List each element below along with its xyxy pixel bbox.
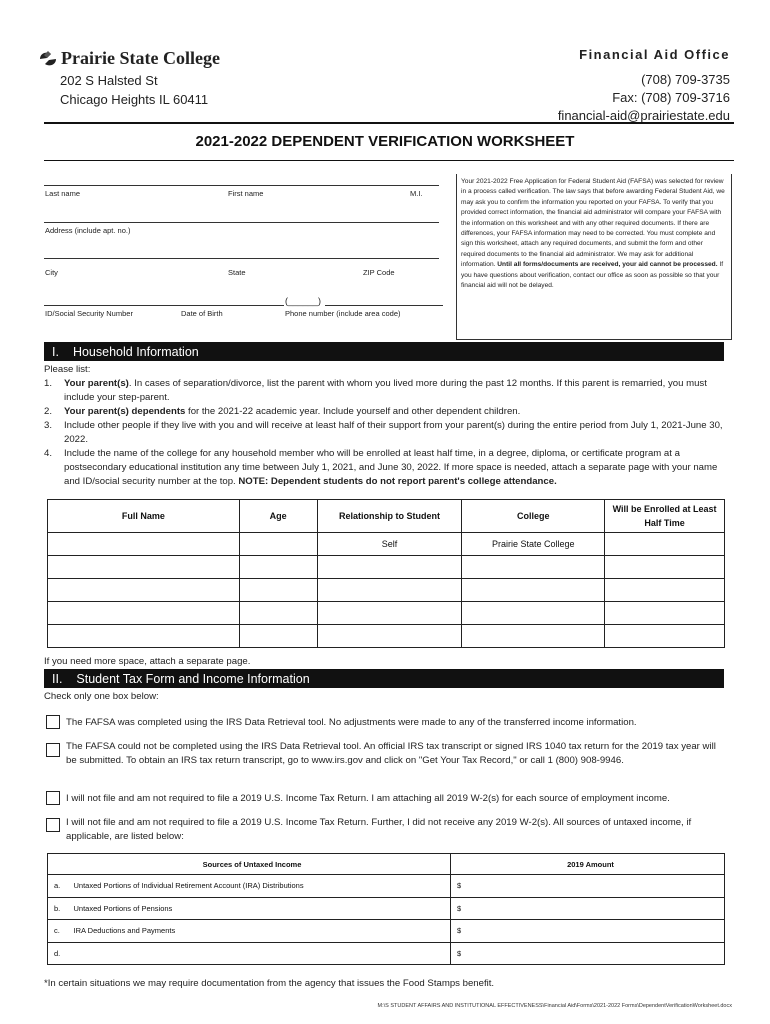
cell[interactable] bbox=[48, 625, 240, 648]
row-label: IRA Deductions and Payments bbox=[68, 920, 451, 943]
cell[interactable] bbox=[239, 625, 317, 648]
address-line1: 202 S Halsted St bbox=[60, 73, 158, 88]
table-row bbox=[48, 897, 725, 920]
list-item: 3. Include other people if they live with you and will receive at least half of their support from your parent(s) during the entire period from July 1, 2021-June 30, 2022. bbox=[44, 420, 723, 445]
row-letter: b. bbox=[48, 897, 68, 920]
address-label: Address (include apt. no.) bbox=[45, 226, 131, 235]
cell[interactable] bbox=[605, 579, 725, 602]
amount-field[interactable]: $ bbox=[451, 920, 725, 943]
more-space-note: If you need more space, attach a separate page. bbox=[44, 656, 251, 667]
college-logo-icon bbox=[38, 50, 58, 68]
college-logo bbox=[38, 48, 220, 69]
option-text-3: I will not file and am not required to file a 2019 U.S. Income Tax Return. I am attaching all 2019 W-2(s) for each source of employment income. bbox=[66, 793, 670, 804]
verification-notice bbox=[456, 174, 732, 340]
col-relationship: Relationship to Student bbox=[317, 500, 462, 533]
footnote: *In certain situations we may require documentation from the agency that issues the Food Stamps benefit. bbox=[44, 978, 495, 989]
notice-tail: If you have questions about verification, contact our office as soon as possible so that your financial aid will not be delayed. bbox=[461, 261, 724, 290]
cell[interactable]: Self bbox=[317, 533, 462, 556]
cell[interactable] bbox=[605, 533, 725, 556]
list-item: 2. Your parent(s) dependents for the 2021-22 academic year. Include yourself and other dependent children. bbox=[44, 406, 521, 417]
amount-field[interactable]: $ bbox=[451, 942, 725, 965]
college-name: Prairie State College bbox=[61, 48, 220, 68]
section-household-header bbox=[44, 342, 724, 361]
name-field[interactable] bbox=[44, 185, 439, 186]
email: financial-aid@prairiestate.edu bbox=[557, 108, 730, 123]
table-row bbox=[48, 875, 725, 898]
section-title: Household Information bbox=[72, 344, 199, 359]
cell[interactable] bbox=[239, 579, 317, 602]
list-item: 1. Your parent(s). In cases of separation/divorce, list the parent with whom you lived more during the past 12 months. If this parent is remarried, you must include your step-parent. bbox=[44, 378, 707, 403]
table-row bbox=[48, 920, 725, 943]
cell[interactable] bbox=[317, 602, 462, 625]
cell[interactable] bbox=[48, 556, 240, 579]
option-text-2: The FAFSA could not be completed using the IRS Data Retrieval tool. An official IRS tax transcript or signed IRS 1040 tax return for the 2019 tax year will be submitted. To obtain an IRS tax return transcript, go to www.irs.gov and click on "Get Your Tax Record," or call 1 (800) 908-9946. bbox=[66, 741, 716, 766]
amount-field[interactable]: $ bbox=[451, 875, 725, 898]
col-enrolled: Will be Enrolled at Least Half Time bbox=[605, 500, 725, 533]
id-label: ID/Social Security Number bbox=[45, 309, 133, 318]
instructions-intro: Please list: bbox=[44, 364, 91, 375]
section-number: I. bbox=[52, 344, 59, 359]
cell[interactable] bbox=[605, 602, 725, 625]
phone: (708) 709-3735 bbox=[641, 72, 730, 87]
cell[interactable] bbox=[48, 579, 240, 602]
row-label: Untaxed Portions of Pensions bbox=[68, 897, 451, 920]
row-label[interactable] bbox=[68, 942, 451, 965]
mi-label: M.I. bbox=[410, 189, 423, 198]
cell[interactable] bbox=[462, 556, 605, 579]
row-label: Untaxed Portions of Individual Retirement Account (IRA) Distributions bbox=[68, 875, 451, 898]
fax: Fax: (708) 709-3716 bbox=[612, 90, 730, 105]
untaxed-income-table bbox=[47, 853, 725, 965]
row-letter: a. bbox=[48, 875, 68, 898]
table-row bbox=[48, 625, 725, 648]
cell[interactable] bbox=[317, 625, 462, 648]
cell[interactable] bbox=[462, 602, 605, 625]
page-title: 2021-2022 DEPENDENT VERIFICATION WORKSHEET bbox=[195, 133, 575, 150]
college-address bbox=[60, 71, 208, 109]
cell[interactable]: Prairie State College bbox=[462, 533, 605, 556]
option-checkbox-1[interactable] bbox=[46, 715, 60, 729]
header-divider bbox=[44, 122, 734, 124]
title-divider bbox=[44, 160, 734, 161]
contact-info bbox=[558, 71, 730, 125]
zip-label: ZIP Code bbox=[363, 268, 395, 277]
table-row bbox=[48, 556, 725, 579]
first-name-label: First name bbox=[228, 189, 264, 198]
table-header-row bbox=[48, 500, 725, 533]
section-number: II. bbox=[52, 671, 63, 686]
cell[interactable] bbox=[239, 533, 317, 556]
cell[interactable] bbox=[605, 625, 725, 648]
table-row bbox=[48, 602, 725, 625]
col-full-name: Full Name bbox=[48, 500, 240, 533]
notice-bold: Until all forms/documents are received, your aid cannot be processed. bbox=[497, 261, 718, 269]
cell[interactable] bbox=[317, 556, 462, 579]
state-label: State bbox=[228, 268, 246, 277]
option-text-1: The FAFSA was completed using the IRS Data Retrieval tool. No adjustments were made to any of the transferred income information. bbox=[66, 717, 637, 728]
city-label: City bbox=[45, 268, 58, 277]
col-age: Age bbox=[239, 500, 317, 533]
tax-instructions: Check only one box below: bbox=[44, 691, 159, 702]
cell[interactable] bbox=[48, 533, 240, 556]
option-checkbox-3[interactable] bbox=[46, 791, 60, 805]
table-header-row bbox=[48, 854, 725, 875]
cell[interactable] bbox=[239, 556, 317, 579]
col-amount: 2019 Amount bbox=[451, 854, 725, 875]
option-checkbox-4[interactable] bbox=[46, 818, 60, 832]
col-college: College bbox=[462, 500, 605, 533]
phone-label: Phone number (include area code) bbox=[285, 309, 401, 318]
section-title: Student Tax Form and Income Information bbox=[76, 671, 310, 686]
option-text-4: I will not file and am not required to file a 2019 U.S. Income Tax Return. Further, I did not receive any 2019 W-2(s). All sources of untaxed income, if applicable, are listed below: bbox=[66, 817, 692, 842]
office-name: Financial Aid Office bbox=[579, 47, 730, 62]
col-sources: Sources of Untaxed Income bbox=[48, 854, 451, 875]
table-row bbox=[48, 533, 725, 556]
city-state-zip-field[interactable] bbox=[44, 258, 439, 259]
notice-text: Your 2021-2022 Free Application for Federal Student Aid (FAFSA) was selected for review in a process called verification. The law says that before awarding Federal Student Aid, we may ask you to confirm the information you reported on your FAFSA. To verify that you provided correct information, the financial aid administrator will compare your FAFSA with the information on this worksheet and with any other required documents. If there are differences, your FAFSA information may need to be corrected. You must complete and sign this worksheet, attach any required documents, and submit the form and other required documents to the financial aid administrator. We may ask for additional information. bbox=[461, 178, 725, 269]
last-name-label: Last name bbox=[45, 189, 81, 198]
cell[interactable] bbox=[462, 579, 605, 602]
table-row bbox=[48, 942, 725, 965]
option-checkbox-2[interactable] bbox=[46, 743, 60, 757]
household-instructions bbox=[44, 363, 734, 489]
cell[interactable] bbox=[317, 579, 462, 602]
dob-label: Date of Birth bbox=[181, 309, 223, 318]
list-item: 4. Include the name of the college for any household member who will be enrolled at least half time, in a degree, diploma, or certificate program at a postsecondary educational institution any time between July 1, 2021, and June 30, 2022. If more space is needed, attach a separate page with your name and ID/social security number at the top. NOTE: Dependent students do not report parent's college attendance. bbox=[44, 448, 718, 487]
cell[interactable] bbox=[239, 602, 317, 625]
section-tax-header bbox=[44, 669, 724, 688]
file-path-footer: M:\S STUDENT AFFAIRS AND INSTITUTIONAL EFFECTIVENESS\Financial Aid\Forms\2021-2022 Forms\DependentVerificationWorksheet.docx bbox=[377, 1003, 732, 1009]
phone-field[interactable] bbox=[325, 305, 443, 306]
cell[interactable] bbox=[48, 602, 240, 625]
amount-field[interactable]: $ bbox=[451, 897, 725, 920]
address-field[interactable] bbox=[44, 222, 439, 223]
table-row bbox=[48, 579, 725, 602]
row-letter: c. bbox=[48, 920, 68, 943]
address-line2: Chicago Heights IL 60411 bbox=[60, 92, 209, 107]
phone-area-code[interactable]: (______) bbox=[285, 296, 322, 306]
cell[interactable] bbox=[605, 556, 725, 579]
row-letter: d. bbox=[48, 942, 68, 965]
cell[interactable] bbox=[462, 625, 605, 648]
household-table bbox=[47, 499, 725, 648]
id-dob-field[interactable] bbox=[44, 305, 284, 306]
